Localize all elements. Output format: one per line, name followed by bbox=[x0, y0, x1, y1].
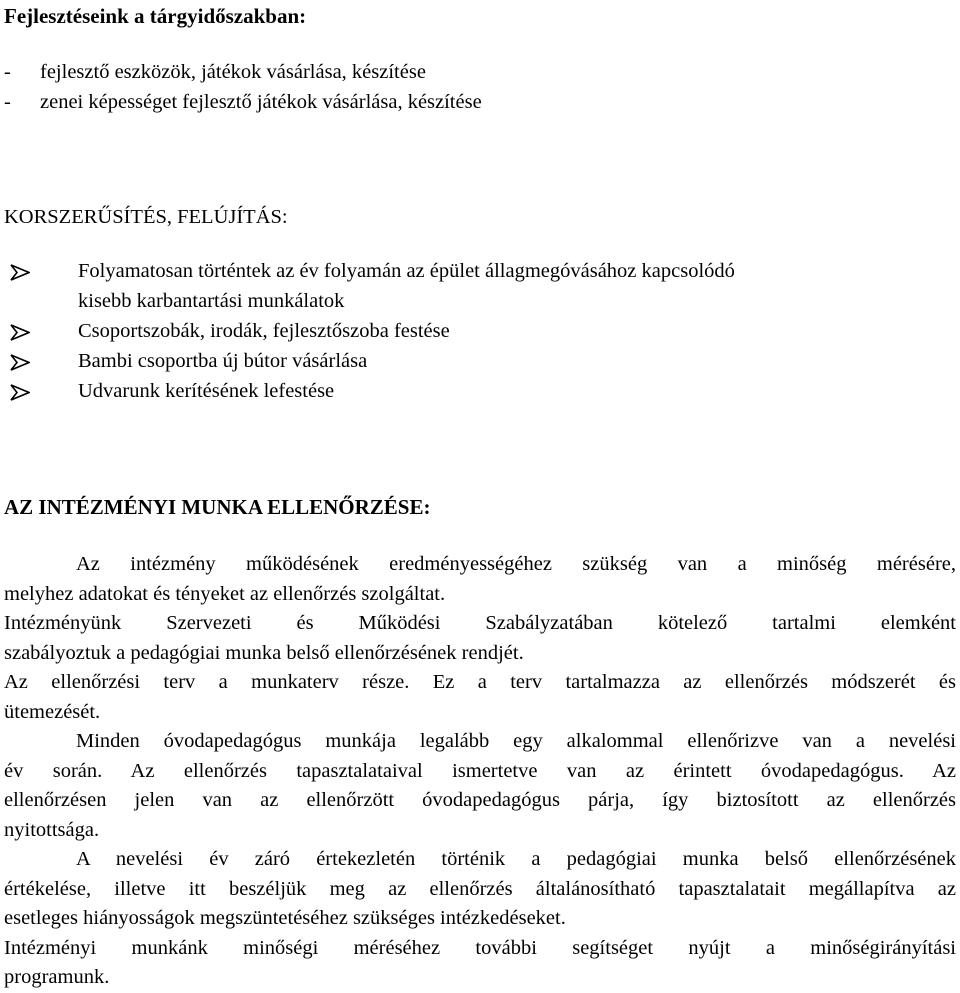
text-line: értékelése, illetve itt beszéljük meg az ellenőrzés általánosítható tapasztalatait megállapítva az bbox=[4, 877, 956, 900]
arrowhead-bullet-icon bbox=[10, 376, 38, 401]
dash-list-item bbox=[4, 90, 482, 114]
arrow-list-item-text: Udvarunk kerítésének lefestése bbox=[78, 380, 335, 402]
section-heading-developments: Fejlesztéseink a tárgyidőszakban: bbox=[4, 4, 307, 28]
section-heading-modernization: KORSZERŰSÍTÉS, FELÚJÍTÁS: bbox=[4, 206, 288, 228]
text-line: Intézményünk Szervezeti és Működési Szabályzatában kötelező tartalmi elemként bbox=[4, 612, 956, 634]
text-line: melyhez adatokat és tényeket az ellenőrzés szolgáltat. bbox=[4, 582, 446, 605]
arrow-list-item-text-continued: kisebb karbantartási munkálatok bbox=[78, 290, 345, 312]
arrow-list-item bbox=[4, 346, 368, 376]
arrowhead-bullet-icon bbox=[10, 256, 38, 281]
text-line: Az ellenőrzési terv a munkaterv része. Ez a terv tartalmazza az ellenőrzés módszerét és bbox=[4, 671, 956, 693]
text-line: esetleges hiányosságok megszüntetéséhez szükséges intézkedéseket. bbox=[4, 907, 566, 929]
text-line: programunk. bbox=[4, 966, 110, 988]
dash-bullet: - bbox=[4, 61, 11, 83]
text-line: Intézményi munkánk minőségi méréséhez további segítséget nyújt a minőségirányítási bbox=[4, 936, 956, 959]
text-line: A nevelési év záró értekezletén történik a pedagógiai munka belső ellenőrzésének bbox=[76, 848, 956, 870]
dash-bullet: - bbox=[4, 91, 11, 113]
text-line: ellenőrzésen jelen van az ellenőrzött óvodapedagógus párja, így biztosított az ellenőrzés bbox=[4, 789, 956, 811]
body-text-block bbox=[4, 550, 956, 993]
text-line: nyitottsága. bbox=[4, 818, 100, 841]
arrowhead-bullet-icon bbox=[10, 346, 38, 371]
arrow-list-item bbox=[4, 316, 450, 346]
text-line: év során. Az ellenőrzés tapasztalataival ismertetve van az érintett óvodapedagógus. Az bbox=[4, 759, 956, 782]
text-line: szabályoztuk a pedagógiai munka belső ellenőrzésének rendjét. bbox=[4, 641, 524, 664]
arrow-list-item-text: Bambi csoportba új bútor vásárlása bbox=[78, 350, 368, 372]
text-line: ütemezését. bbox=[4, 700, 101, 723]
arrow-list-item bbox=[4, 376, 335, 406]
arrow-list-item bbox=[4, 256, 735, 312]
arrowhead-bullet-icon bbox=[10, 316, 38, 341]
arrow-list-item-text: Folyamatosan történtek az év folyamán az épület állagmegóvásához kapcsolódó bbox=[78, 260, 735, 282]
dash-list-item-text: fejlesztő eszközök, játékok vásárlása, készítése bbox=[40, 61, 426, 83]
arrow-list-item-text: Csoportszobák, irodák, fejlesztőszoba festése bbox=[78, 320, 450, 342]
text-line: Minden óvodapedagógus munkája legalább egy alkalommal ellenőrizve van a nevelési bbox=[76, 730, 956, 752]
dash-list-item bbox=[4, 60, 426, 84]
dash-list-item-text: zenei képességet fejlesztő játékok vásárlása, készítése bbox=[40, 91, 482, 113]
section-heading-institutional-control: AZ INTÉZMÉNYI MUNKA ELLENŐRZÉSE: bbox=[4, 495, 431, 519]
text-line: Az intézmény működésének eredményességéhez szükség van a minőség mérésére, bbox=[76, 553, 956, 575]
